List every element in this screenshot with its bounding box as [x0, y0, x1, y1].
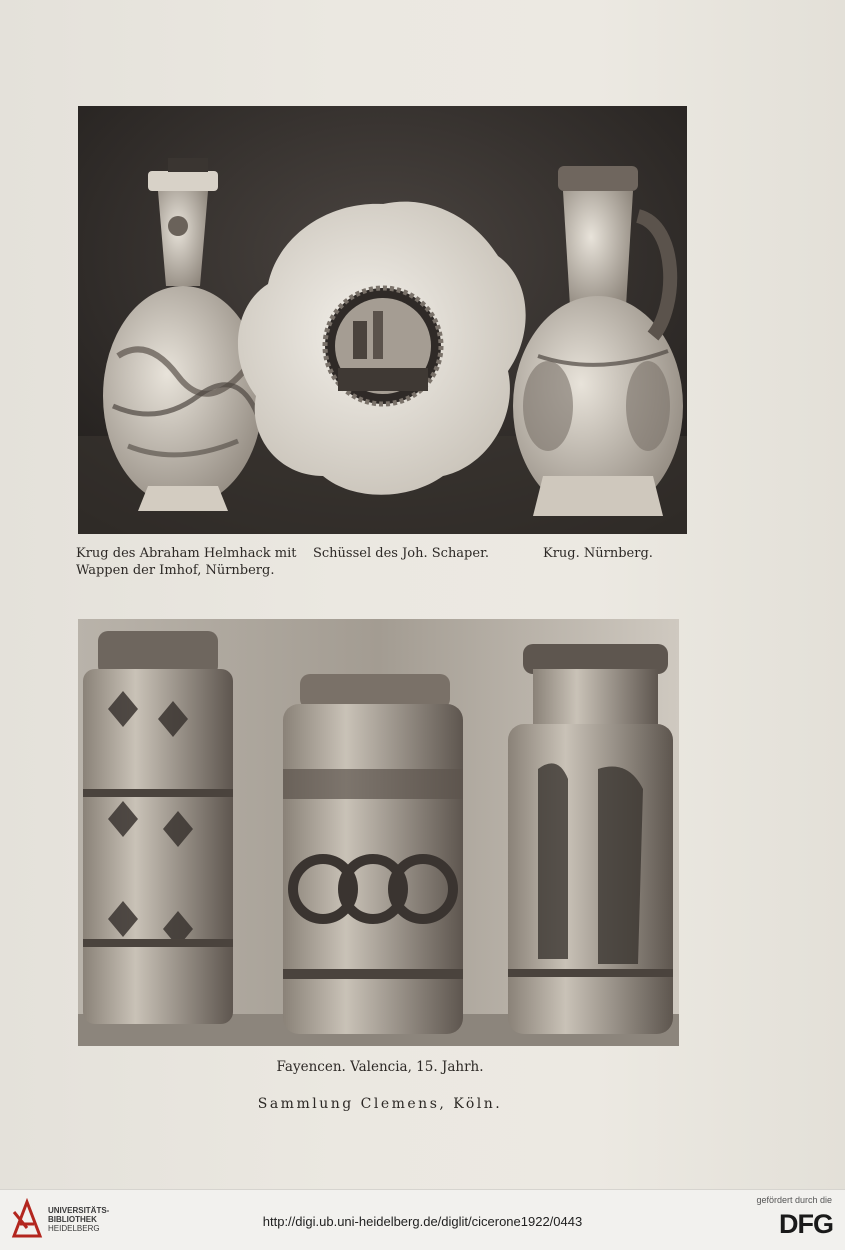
middle-albarello [283, 674, 463, 1034]
caption-middle: Schüssel des Joh. Schaper. [313, 546, 489, 561]
photo-faience-nuremberg [78, 106, 687, 534]
caption-right: Krug. Nürnberg. [543, 546, 653, 561]
photo-faience-valencia [78, 619, 679, 1046]
caption-left-line2: Wappen der Imhof, Nürnberg. [76, 563, 275, 578]
caption-bottom: Fayencen. Valencia, 15. Jahrh. [276, 1059, 484, 1075]
permalink-url[interactable]: http://digi.ub.uni-heidelberg.de/diglit/cicerone1922/0443 [262, 1214, 583, 1229]
left-albarello [83, 631, 233, 1024]
caption-left [76, 545, 296, 579]
library-name-line1: UNIVERSITÄTS- [48, 1206, 110, 1215]
dfg-logo[interactable]: DFG [779, 1209, 833, 1239]
library-name-line2: BIBLIOTHEK [48, 1215, 97, 1224]
photo-faience-valencia-image [78, 619, 679, 1046]
photo-faience-nuremberg-image [78, 106, 687, 534]
viewer-footer [0, 1189, 845, 1250]
funded-by-text: gefördert durch die [756, 1195, 832, 1205]
caption-collection: Sammlung Clemens, Köln. [257, 1096, 503, 1112]
caption-left-line1: Krug des Abraham Helmhack mit [76, 546, 297, 561]
library-name-line3: HEIDELBERG [48, 1224, 100, 1233]
